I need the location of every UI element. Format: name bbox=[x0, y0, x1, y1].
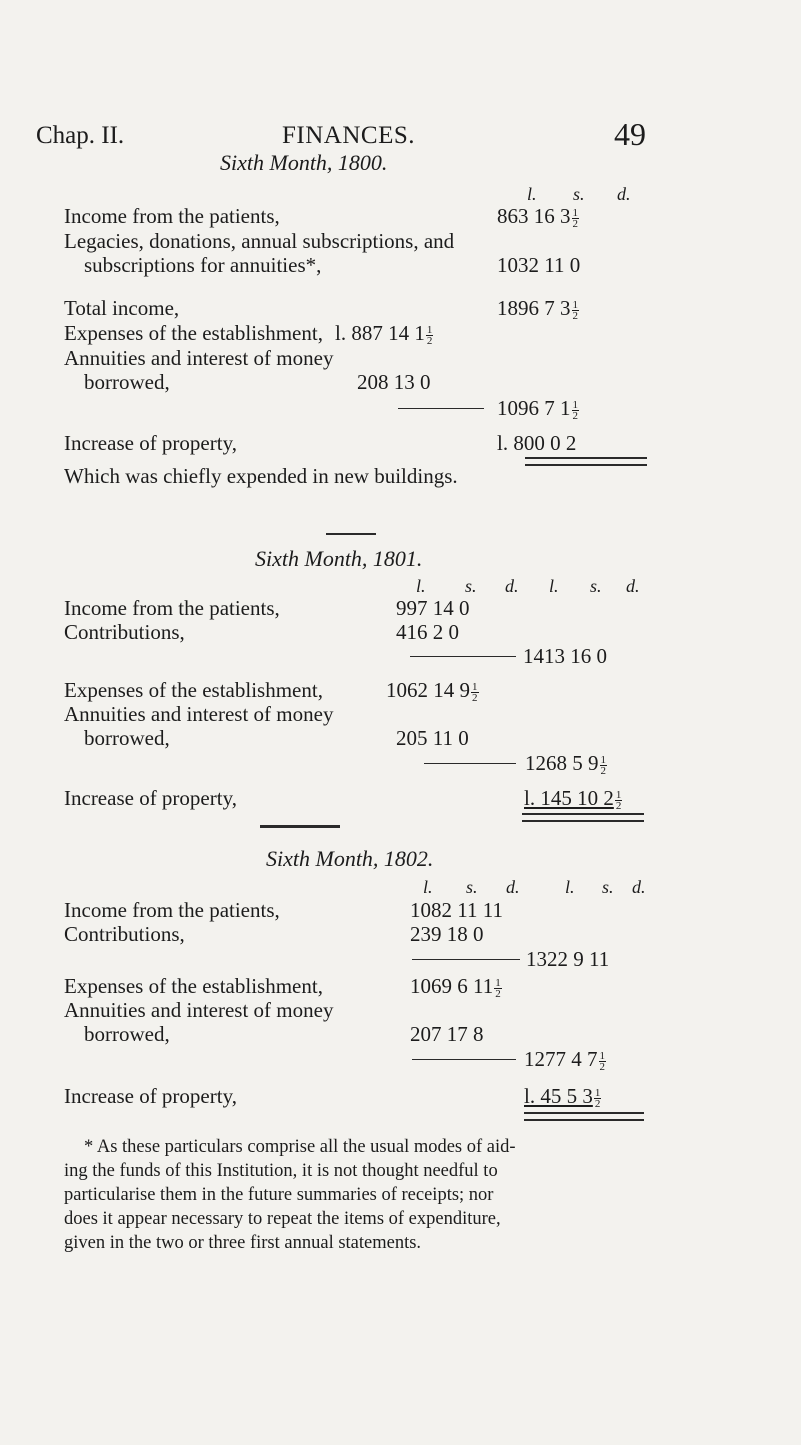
section-heading-1801: Sixth Month, 1801. bbox=[255, 546, 423, 571]
sum-rule bbox=[410, 656, 516, 657]
sum-rule bbox=[398, 408, 484, 409]
currency-d: d. bbox=[626, 576, 640, 596]
double-rule bbox=[522, 813, 644, 822]
legacies-value: 1032 11 0 bbox=[497, 253, 581, 277]
income-value: 997 14 0 bbox=[396, 596, 470, 620]
income-label: Income from the patients, bbox=[64, 898, 280, 922]
income-value: 1082 11 11 bbox=[410, 898, 503, 922]
currency-d: d. bbox=[505, 576, 519, 596]
annuities-value: 207 17 8 bbox=[410, 1022, 484, 1046]
income-subtotal: 1413 16 0 bbox=[523, 644, 607, 668]
currency-d: d. bbox=[632, 877, 646, 897]
expenses-value: 1069 6 11 $\frac{1}{2}$ bbox=[410, 974, 501, 1000]
increase-label: Increase of property, bbox=[64, 1084, 237, 1108]
half-fraction: $\frac{1}{2}$ bbox=[572, 206, 578, 230]
increase-label: Increase of property, bbox=[64, 786, 237, 810]
currency-s: s. bbox=[573, 184, 585, 204]
total-income-label: Total income, bbox=[64, 296, 180, 320]
footnote-line: given in the two or three first annual statements. bbox=[64, 1233, 422, 1253]
expenditure-subtotal: 1096 7 1 $\frac{1}{2}$ bbox=[497, 396, 578, 422]
income-label: Income from the patients, bbox=[64, 596, 280, 620]
annuities-label-cont: borrowed, bbox=[84, 1022, 170, 1046]
sum-rule bbox=[412, 1059, 516, 1060]
expenditure-subtotal: 1277 4 7 $\frac{1}{2}$ bbox=[524, 1047, 605, 1073]
buildings-note: Which was chiefly expended in new buildings. bbox=[64, 464, 458, 488]
income-subtotal: 1322 9 11 bbox=[526, 947, 610, 971]
expenses-label: Expenses of the establishment, bbox=[64, 678, 323, 702]
annuities-value: 208 13 0 bbox=[357, 370, 431, 394]
currency-d: d. bbox=[617, 184, 631, 204]
contributions-label: Contributions, bbox=[64, 922, 185, 946]
page-number: 49 bbox=[614, 116, 646, 152]
footnote-line: particularise them in the future summaries of receipts; nor bbox=[64, 1185, 494, 1205]
currency-s: s. bbox=[590, 576, 602, 596]
currency-l: l. bbox=[423, 877, 433, 897]
annuities-label: Annuities and interest of money bbox=[64, 346, 334, 370]
legacies-label: Legacies, donations, annual subscriptions, and bbox=[64, 229, 455, 253]
section-heading-1802: Sixth Month, 1802. bbox=[266, 846, 434, 871]
currency-l: l. bbox=[549, 576, 559, 596]
section-divider bbox=[260, 825, 340, 828]
increase-label: Increase of property, bbox=[64, 431, 237, 455]
footnote-line: * As these particulars comprise all the usual modes of aid- bbox=[84, 1137, 516, 1157]
currency-s: s. bbox=[465, 576, 477, 596]
running-title: FINANCES. bbox=[282, 122, 415, 149]
footnote-line: ing the funds of this Institution, it is not thought needful to bbox=[64, 1161, 498, 1181]
contributions-value: 416 2 0 bbox=[396, 620, 459, 644]
section-heading-1800: Sixth Month, 1800. bbox=[220, 150, 388, 175]
chapter-label: Chap. II. bbox=[36, 122, 125, 149]
currency-d: d. bbox=[506, 877, 520, 897]
sum-rule bbox=[424, 763, 516, 764]
currency-s: s. bbox=[466, 877, 478, 897]
sum-rule bbox=[412, 959, 520, 960]
currency-l: l. bbox=[416, 576, 426, 596]
annuities-label: Annuities and interest of money bbox=[64, 998, 334, 1022]
contributions-value: 239 18 0 bbox=[410, 922, 484, 946]
income-value: 863 16 3 $\frac{1}{2}$ bbox=[497, 204, 578, 230]
increase-value: l. 800 0 2 bbox=[497, 431, 577, 455]
expenses-value: 1062 14 9 $\frac{1}{2}$ bbox=[386, 678, 478, 704]
legacies-label-cont: subscriptions for annuities*, bbox=[84, 253, 322, 277]
total-income-value: 1896 7 3 $\frac{1}{2}$ bbox=[497, 296, 578, 322]
income-label: Income from the patients, bbox=[64, 204, 280, 228]
currency-l: l. bbox=[527, 184, 537, 204]
expenditure-subtotal: 1268 5 9 $\frac{1}{2}$ bbox=[525, 751, 606, 777]
currency-s: s. bbox=[602, 877, 614, 897]
section-divider bbox=[326, 533, 376, 535]
expenses-value: l. 887 14 1 $\frac{1}{2}$ bbox=[335, 321, 433, 347]
increase-value: l. 145 10 2 $\frac{1}{2}$ bbox=[524, 786, 622, 812]
annuities-label-cont: borrowed, bbox=[84, 726, 170, 750]
contributions-label: Contributions, bbox=[64, 620, 185, 644]
annuities-value: 205 11 0 bbox=[396, 726, 469, 750]
double-rule bbox=[524, 1112, 644, 1121]
annuities-label-cont: borrowed, bbox=[84, 370, 170, 394]
double-rule bbox=[525, 457, 647, 466]
footnote-line: does it appear necessary to repeat the items of expenditure, bbox=[64, 1209, 501, 1229]
expenses-label: Expenses of the establishment, bbox=[64, 974, 323, 998]
expenses-label: Expenses of the establishment, bbox=[64, 321, 323, 345]
increase-value: l. 45 5 3 $\frac{1}{2}$ bbox=[524, 1084, 601, 1110]
currency-l: l. bbox=[565, 877, 575, 897]
annuities-label: Annuities and interest of money bbox=[64, 702, 334, 726]
